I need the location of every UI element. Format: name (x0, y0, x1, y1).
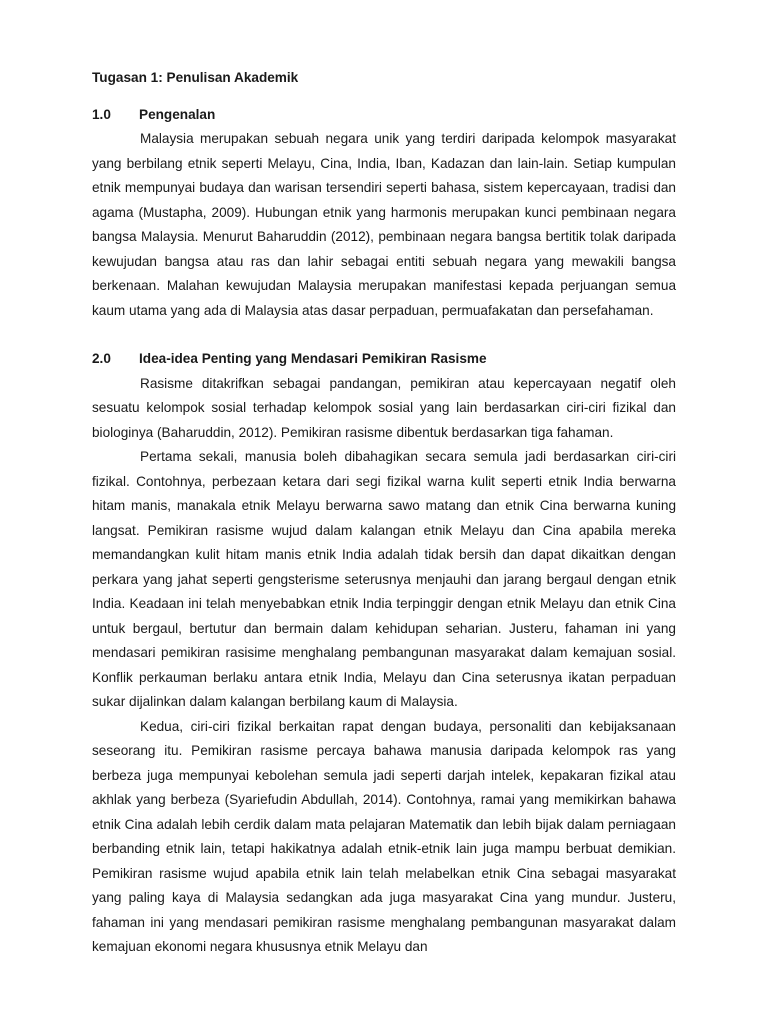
section-title: Idea-idea Penting yang Mendasari Pemikiran Rasisme (139, 351, 487, 366)
section-number: 2.0 (92, 351, 111, 366)
section-spacer (92, 323, 676, 347)
section-number: 1.0 (92, 106, 111, 122)
paragraph: Pertama sekali, manusia boleh dibahagikan secara semula jadi berdasarkan ciri-ciri fizikal. Contohnya, perbezaan ketara dari segi fizikal warna kulit seperti etnik India berwarna hitam manis, manakala etnik Melayu berwarna sawo matang dan etnik Cina berwarna kuning langsat. Pemikiran rasisme wujud dalam kalangan etnik Melayu dan Cina apabila mereka memandangkan kulit hitam manis etnik India adalah tidak bersih dan dapat dikaitkan dengan perkara yang jahat seperti gengsterisme seterusnya menjauhi dan jarang bergaul dengan etnik India. Keadaan ini telah menyebabkan etnik India terpinggir dengan etnik Melayu dan etnik Cina untuk bergaul, bertutur dan bermain dalam kehidupan seharian. Justeru, fahaman ini yang mendasari pemikiran rasisime menghalang pembangunan masyarakat dalam kemajuan sosial. Konflik perkauman berlaku antara etnik India, Melayu dan Cina seterusnya ikatan perpaduan sukar dijalinkan dalam kalangan berbilang kaum di Malaysia. (92, 449, 676, 709)
document-body (92, 66, 676, 960)
paragraph: Kedua, ciri-ciri fizikal berkaitan rapat dengan budaya, personaliti dan kebijaksanaan seseorang itu. Pemikiran rasisme percaya bahawa manusia daripada kelompok ras yang berbeza juga mempunyai kebolehan semula jadi seperti darjah intelek, kepakaran fizikal atau akhlak yang berbeza (Syariefudin Abdullah, 2014). Contohnya, ramai yang memikirkan bahawa etnik Cina adalah lebih cerdik dalam mata pelajaran Matematik dan lebih bijak dalam perniagaan berbanding etnik lain, tetapi hakikatnya adalah etnik-etnik lain juga mampu berbuat demikian. Pemikiran rasisme wujud apabila etnik lain telah melabelkan etnik Cina sebagai masyarakat yang paling kaya di Malaysia sedangkan ada juga masyarakat Cina yang mundur. Justeru, fahaman ini yang mendasari pemikiran rasisme menghalang pembangunan masyarakat dalam kemajuan ekonomi negara khususnya etnik Melayu dan (92, 718, 676, 954)
paragraph: Rasisme ditakrifkan sebagai pandangan, pemikiran atau kepercayaan negatif oleh sesuatu kelompok sosial terhadap kelompok sosial yang lain berdasarkan ciri-ciri fizikal dan biologinya (Baharuddin, 2012). Pemikiran rasisme dibentuk berdasarkan tiga fahaman. (92, 375, 676, 440)
document-title: Tugasan 1: Penulisan Akademik (92, 70, 299, 85)
section-title: Pengenalan (139, 106, 216, 122)
paragraph: Malaysia merupakan sebuah negara unik yang terdiri daripada kelompok masyarakat yang berbilang etnik seperti Melayu, Cina, India, Iban, Kadazan dan lain-lain. Setiap kumpulan etnik mempunyai budaya dan warisan tersendiri seperti bahasa, sistem kepercayaan, tradisi dan agama (Mustapha, 2009). Hubungan etnik yang harmonis merupakan kunci pembinaan negara bangsa Malaysia. Menurut Baharuddin (2012), pembinaan negara bangsa bertitik tolak daripada kewujudan bangsa atau ras dan lahir sebagai entiti sebuah negara yang mewakili bangsa berkenaan. Malahan kewujudan Malaysia merupakan manifestasi kepada perjuangan semua kaum utama yang ada di Malaysia atas dasar perpaduan, permuafakatan dan persefahaman. (92, 131, 676, 318)
section-heading-introduction (92, 103, 676, 128)
section-heading-racism (92, 347, 676, 372)
